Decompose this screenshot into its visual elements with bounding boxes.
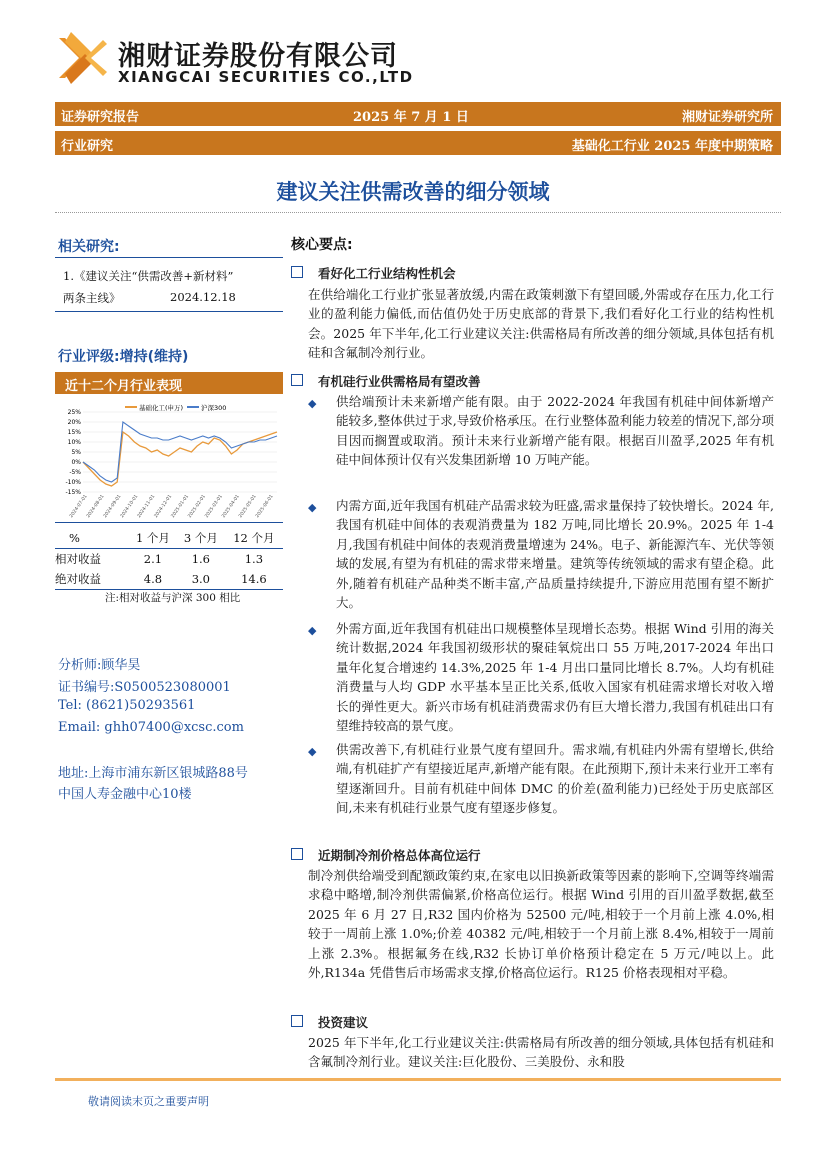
chart-y-tick-label: -15%: [65, 489, 81, 496]
company-logo-icon: [55, 30, 107, 88]
chart-x-tick-label: 2025-03-01: [204, 494, 224, 520]
related-research-link[interactable]: 1.《建议关注“供需改善+新材料”: [63, 269, 234, 283]
chart-y-tick-label: 5%: [71, 449, 81, 456]
page-title: 建议关注供需改善的细分领域: [276, 180, 550, 204]
core-points-heading: 核心要点:: [291, 237, 353, 253]
address-line-2: 中国人寿金融中心10楼: [58, 787, 192, 802]
section-paragraph: 在供给端化工行业扩张显著放缓,内需在政策刺激下有望回暖,外需或存在压力,化工行业的盈利能力偏低,而估值仍处于历史底部的背景下,我们看好化工行业的结构性机会。2025 年下半年,化工行业建议关注:供需格局有所改善的细分领域,具体包括有机硅和含氟制冷剂行业。: [308, 287, 774, 361]
research-category: 行业研究: [61, 139, 114, 154]
chart-y-tick-label: 20%: [67, 419, 81, 426]
chart-legend: [125, 403, 226, 412]
chart-x-tick-label: 2024-12-01: [153, 494, 174, 520]
email-link[interactable]: Email: ghh07400@xcsc.com: [58, 720, 244, 735]
section-paragraph: 制冷剂供给端受到配额政策约束,在家电以旧换新政策等因素的影响下,空调等终端需求稳中略增,制冷剂供需偏紧,价格高位运行。根据 Wind 引用的百川盈孚数据,截至 2025 年 6 月 27 日,R32 国内价格为 52500 元/吨,相较于一个月前上涨 4.0%,相较于一周前上涨 1.0%;价差 40382 元/吨,相较于一个月前上涨 8.4%,相较于一周前上涨 2.3%。根据氟务在线,R32 长协订单价格预计稳定在 5 万元/吨以上。此外,R134a 凭借售后市场需求支撑,价格高位运行。R125 价格表现相对平稳。: [308, 868, 774, 981]
legend-label-industry: 基础化工(申万): [139, 404, 184, 412]
table-cell: 14.6: [241, 572, 267, 586]
checkbox-icon: [291, 374, 303, 386]
telephone: Tel: (8621)50293561: [58, 698, 196, 713]
divider: [55, 522, 283, 523]
table-header-cell: 3 个月: [183, 531, 218, 545]
chart-x-tick-label: 2025-01-01: [170, 494, 191, 520]
address-line-1: 地址:上海市浦东新区银城路88号: [58, 766, 248, 781]
chart-y-tick-label: 10%: [67, 439, 81, 446]
chart-x-tick-label: 2025-05-01: [238, 494, 258, 520]
institute-name: 湘财证券研究所: [681, 110, 773, 125]
section-title: 投资建议: [318, 1015, 369, 1030]
section-paragraph: 2025 年下半年,化工行业建议关注:供需格局有所改善的细分领域,具体包括有机硅和含氟制冷剂行业。建议关注:巨化股份、三美股份、永和股: [308, 1035, 774, 1070]
cert-number: 证书编号:S0500523080001: [58, 680, 231, 695]
chart-y-tick-label: -5%: [69, 469, 81, 476]
chart-x-tick-label: 2024-07-01: [69, 494, 89, 520]
bullet-paragraph: 外需方面,近年我国有机硅出口规模整体呈现增长态势。根据 Wind 引用的海关统计数据,2024 年我国初级形状的聚硅氧烷出口 55 万吨,2017-2024 年出口量年化复合增速约 14.3%,2025 年 1-4 月出口量同比增长 8.7%。人均有机硅消费量与人均 GDP 水平基本呈正比关系,低收入国家有机硅需求增长对收入增长的弹性更大。新兴市场有机硅消费需求仍有巨大增长潜力,我国有机硅出口有望维持较高的景气度。: [336, 621, 774, 734]
bullet-paragraph: 供给端预计未来新增产能有限。由于 2022-2024 年我国有机硅中间体新增产能较多,整体供过于求,导致价格承压。在行业整体盈利能力较差的情况下,部分项目因而搁置或取消。预计未来行业新增产能有限。根据百川盈孚,2025 年有机硅中间体预计仅有兴发集团新增 10 万吨产能。: [336, 394, 774, 468]
chart-x-tick-label: 2024-08-01: [86, 494, 106, 520]
section-title: 有机硅行业供需格局有望改善: [318, 374, 481, 389]
chart-x-tick-label: 2024-09-01: [103, 494, 123, 520]
industry-performance-chart: [55, 398, 283, 520]
footer-divider: [55, 1078, 781, 1081]
report-type: 证券研究报告: [61, 110, 140, 125]
table-cell: 2.1: [143, 552, 163, 566]
header-band-top: [55, 102, 781, 126]
related-research-link-cont[interactable]: 两条主线》: [63, 291, 121, 305]
chart-y-tick-label: 25%: [67, 409, 81, 416]
checkbox-icon: [291, 848, 303, 860]
table-row: [55, 549, 283, 570]
checkbox-icon: [291, 266, 303, 278]
disclaimer-notice: 敬请阅读末页之重要声明: [88, 1095, 209, 1108]
chart-x-tick-label: 2025-02-01: [187, 494, 208, 520]
checkbox-icon: [291, 1015, 303, 1027]
diamond-bullet-icon: ◆: [308, 624, 317, 637]
table-header-cell: 12 个月: [233, 531, 275, 545]
chart-y-tick-label: -10%: [65, 479, 81, 486]
report-date: 2025 年 7 月 1 日: [353, 110, 469, 125]
table-header-row: [55, 528, 283, 549]
chart-heading-bar: [55, 372, 283, 394]
section-title: 看好化工行业结构性机会: [318, 266, 456, 281]
analyst-name: 分析师:顾华昊: [58, 658, 141, 673]
diamond-bullet-icon: ◆: [308, 501, 317, 514]
chart-y-tick-label: 0%: [71, 459, 81, 466]
chart-y-tick-label: 15%: [67, 429, 81, 436]
section-title: 近期制冷剂价格总体高位运行: [318, 848, 481, 863]
report-series: 基础化工行业 2025 年度中期策略: [571, 139, 773, 154]
table-cell: 1.6: [191, 552, 210, 566]
company-name-cn: 湘财证券股份有限公司: [118, 41, 398, 72]
table-cell: 绝对收益: [55, 572, 101, 586]
chart-x-tick-label: 2025-04-01: [221, 494, 241, 520]
performance-table: [55, 528, 283, 590]
bullet-paragraph: 供需改善下,有机硅行业景气度有望回升。需求端,有机硅内外需有望增长,供给端,有机硅扩产有望接近尾声,新增产能有限。在此预期下,预计未来行业开工率有望逐渐回升。目前有机硅中间体 DMC 的价差(盈利能力)已经处于历史底部区间,未来有机硅行业景气度有望逐步修复。: [336, 742, 774, 816]
title-divider: [55, 212, 781, 213]
table-cell: 1.3: [244, 552, 264, 566]
divider: [55, 311, 283, 312]
industry-rating: 行业评级:增持(维持): [58, 349, 189, 365]
diamond-bullet-icon: ◆: [308, 745, 317, 758]
chart-x-tick-label: 2024-10-01: [119, 494, 140, 520]
legend-label-index: 沪深300: [201, 404, 227, 412]
table-cell: 3.0: [191, 572, 210, 586]
table-row: [55, 569, 283, 590]
table-cell: 相对收益: [55, 552, 101, 566]
header-band-bottom: [55, 131, 781, 155]
table-header-cell: 1 个月: [135, 531, 170, 545]
diamond-bullet-icon: ◆: [308, 397, 317, 410]
related-research-date: 2024.12.18: [170, 290, 236, 304]
chart-x-tick-label: 2025-06-01: [255, 494, 275, 520]
divider: [55, 257, 283, 258]
table-cell: 4.8: [143, 572, 163, 586]
related-research-heading: 相关研究:: [58, 239, 120, 255]
chart-series-industry: [83, 432, 277, 486]
bullet-paragraph: 内需方面,近年我国有机硅产品需求较为旺盛,需求量保持了较快增长。2024 年,我国有机硅中间体的表观消费量为 182 万吨,同比增长 20.9%。2025 年 1-4 月,我国有机硅中间体的表观消费量增速为 24%。电子、新能源汽车、光伏等领域的发展,有望为有机硅的需求带来增量。建筑等传统领域的需求有望企稳。此外,随着有机硅产品种类不断丰富,产品质量持续提升,下游应用范围有望不断扩大。: [336, 498, 774, 611]
table-header-cell: %: [69, 531, 80, 545]
chart-x-tick-label: 2024-11-01: [136, 494, 157, 520]
chart-heading: 近十二个月行业表现: [65, 379, 183, 394]
table-note: 注:相对收益与沪深 300 相比: [105, 592, 241, 604]
company-name-en: XIANGCAI SECURITIES CO.,LTD: [118, 68, 414, 86]
